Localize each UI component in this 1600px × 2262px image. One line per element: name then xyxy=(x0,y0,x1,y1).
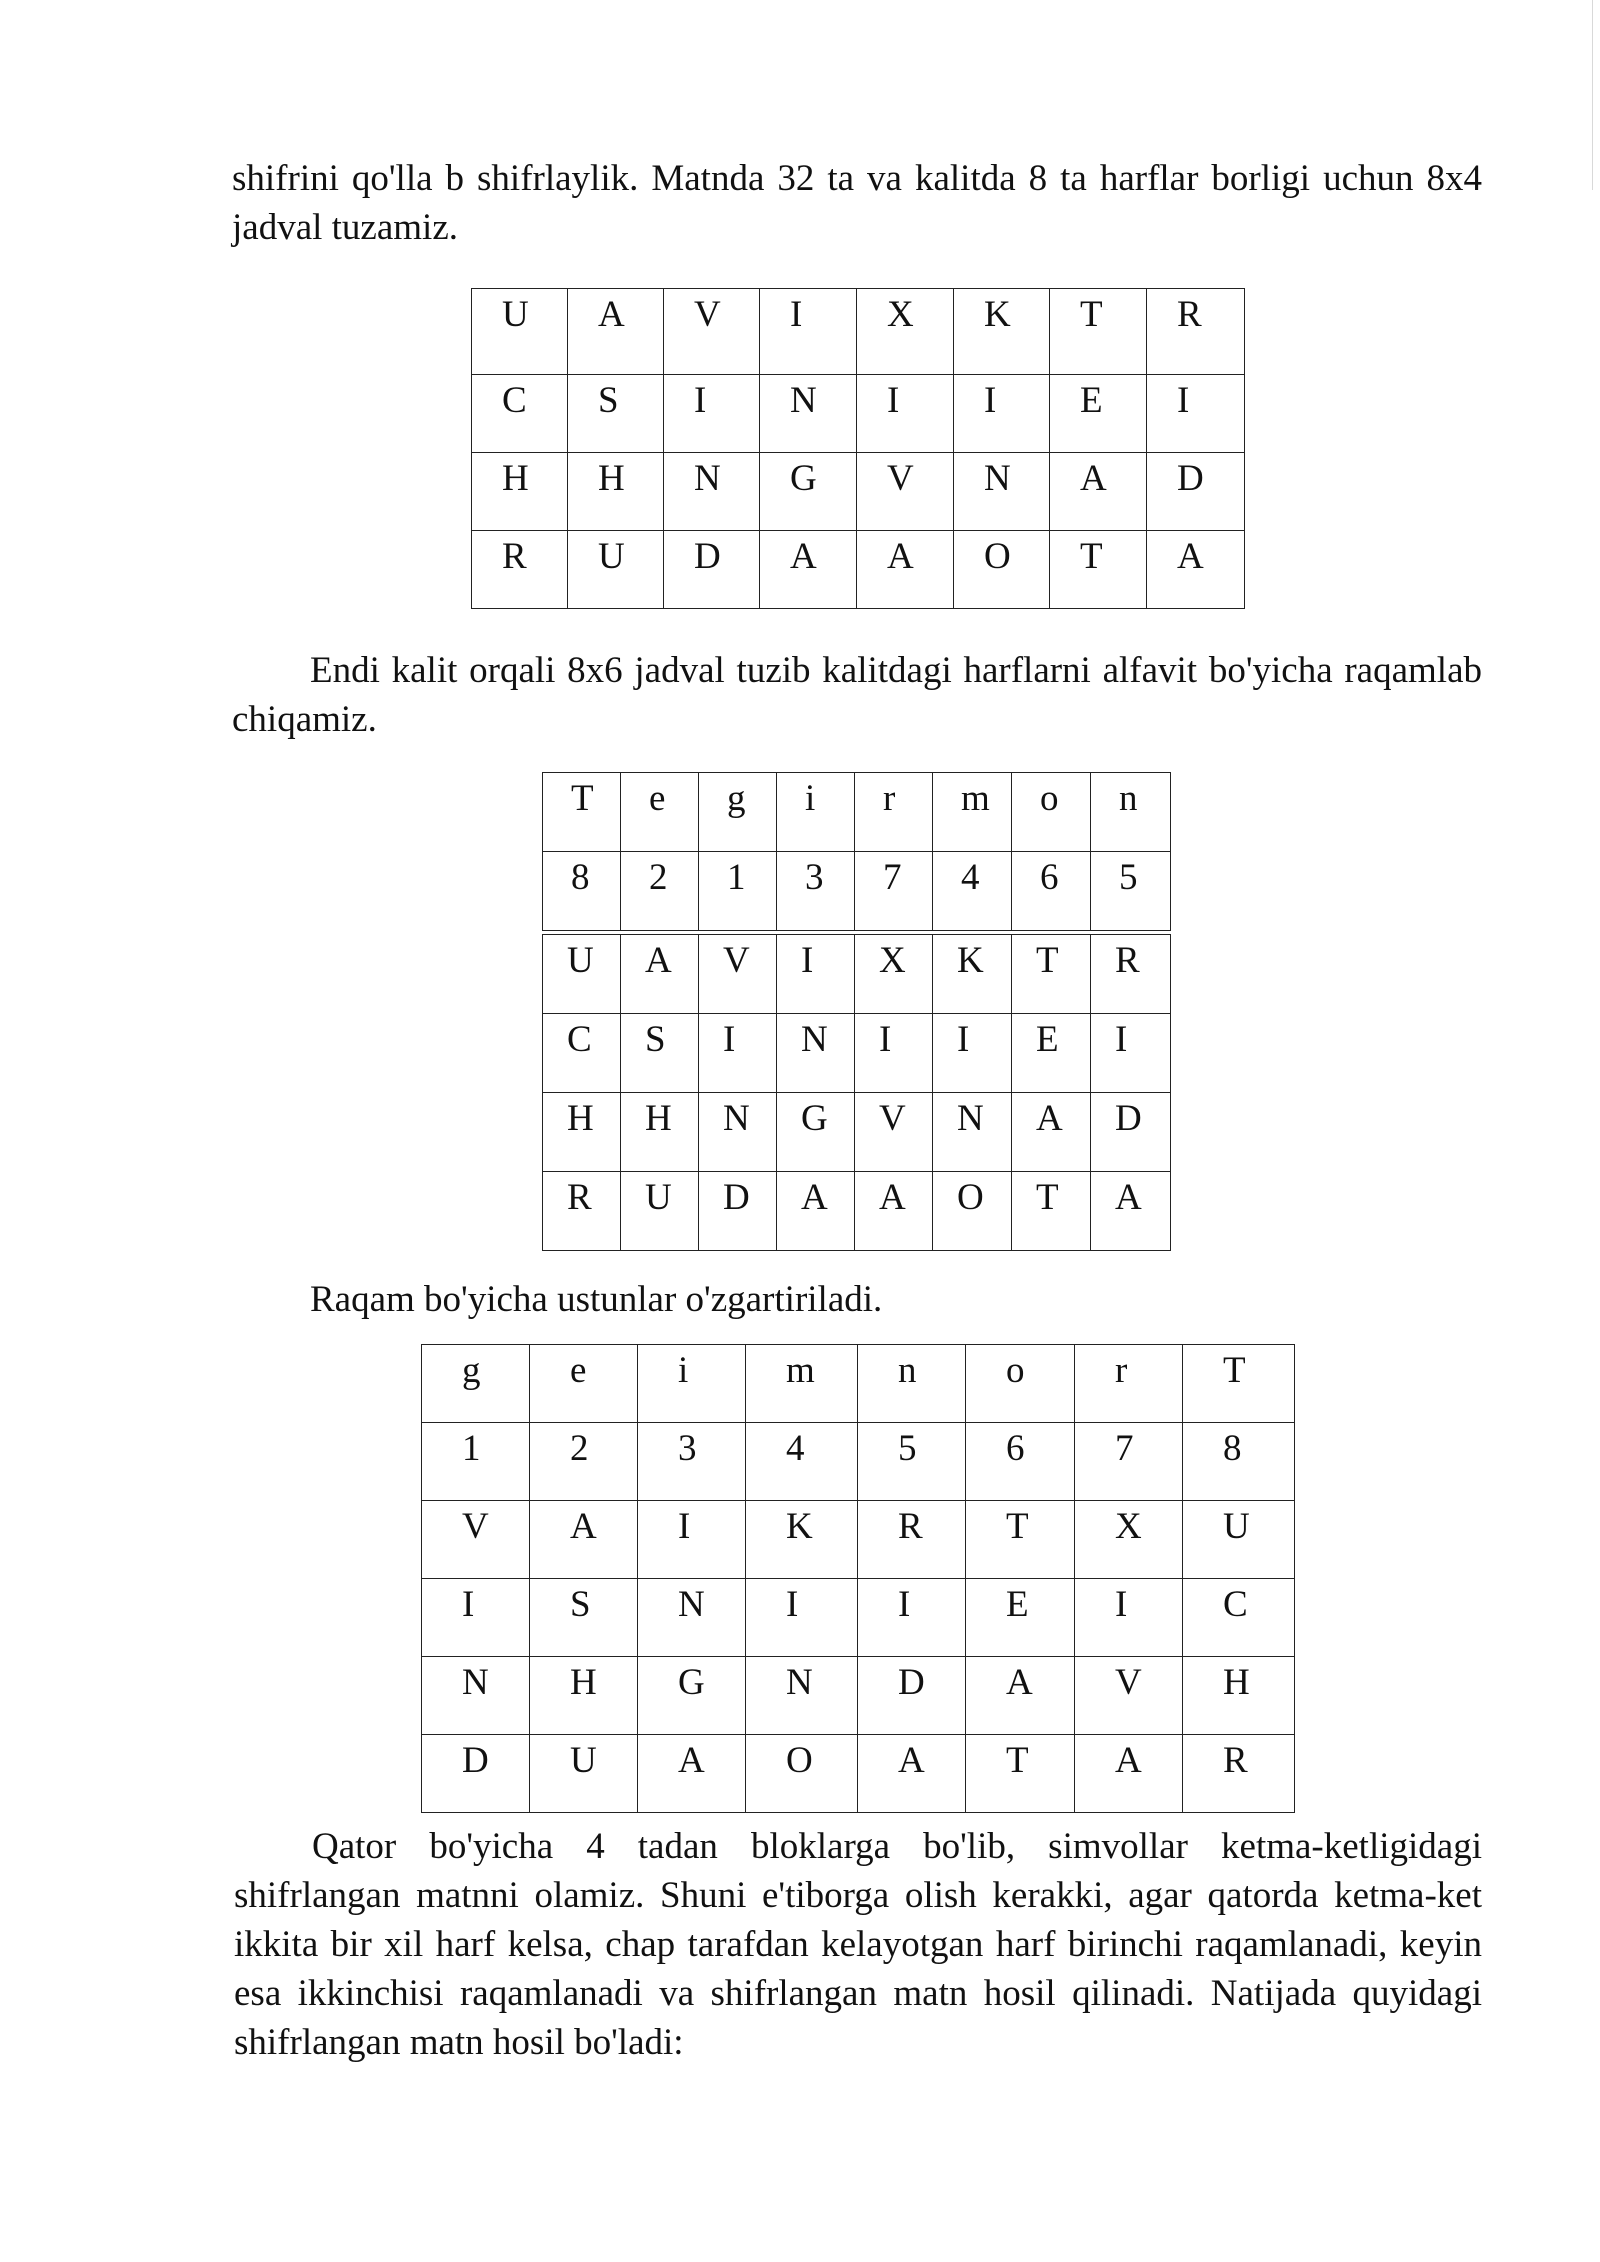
table-cell xyxy=(777,1014,855,1093)
table-cell xyxy=(664,289,760,375)
table-cell xyxy=(621,1014,699,1093)
table-cell xyxy=(966,1735,1075,1813)
cell-text: U xyxy=(645,1177,672,1218)
table-cell xyxy=(855,1172,933,1251)
paragraph-column-reorder: Raqam bo'yicha ustunlar o'zgartiriladi. xyxy=(310,1279,883,1320)
table-cell xyxy=(638,1657,746,1735)
cell-text: O xyxy=(786,1740,813,1781)
cell-text: X xyxy=(1115,1506,1142,1547)
cell-text: I xyxy=(898,1584,911,1625)
cell-text: N xyxy=(957,1098,984,1139)
table-cell xyxy=(1183,1423,1295,1501)
cell-text: A xyxy=(1115,1177,1142,1218)
table-cell xyxy=(1147,531,1245,609)
table-cell xyxy=(621,1172,699,1251)
table-row xyxy=(472,375,1245,453)
table-cell xyxy=(760,531,857,609)
cell-text: C xyxy=(1223,1584,1248,1625)
table-cell xyxy=(621,935,699,1014)
cell-text: 8 xyxy=(571,857,590,898)
cell-text: U xyxy=(567,940,594,981)
table-cell xyxy=(621,852,699,931)
cell-text: X xyxy=(879,940,906,981)
table-cell xyxy=(1091,935,1171,1014)
cell-text: 6 xyxy=(1006,1428,1025,1469)
table-plaintext-grid xyxy=(471,288,1245,609)
table-row xyxy=(472,289,1245,375)
table-cell xyxy=(1050,375,1147,453)
table-row xyxy=(472,531,1245,609)
table-cell xyxy=(699,1014,777,1093)
table-cell xyxy=(966,1501,1075,1579)
cell-text: n xyxy=(898,1350,917,1391)
cell-text: N xyxy=(462,1662,489,1703)
table-cell xyxy=(422,1579,530,1657)
table-cell xyxy=(1147,289,1245,375)
cell-text: U xyxy=(598,536,625,577)
cell-text: D xyxy=(898,1662,925,1703)
table-cell xyxy=(664,375,760,453)
table-cell xyxy=(746,1735,858,1813)
table-cell xyxy=(760,375,857,453)
cell-text: I xyxy=(1115,1019,1128,1060)
cell-text: n xyxy=(1119,778,1138,819)
cell-text: R xyxy=(502,536,527,577)
cell-text: g xyxy=(462,1350,481,1391)
cell-text: U xyxy=(1223,1506,1250,1547)
table-cell xyxy=(530,1501,638,1579)
cell-text: m xyxy=(961,778,990,819)
table-cell xyxy=(1012,1014,1091,1093)
table-cell xyxy=(858,1657,966,1735)
cell-text: E xyxy=(1006,1584,1029,1625)
cell-text: I xyxy=(462,1584,475,1625)
table-cell xyxy=(543,773,621,852)
cell-text: I xyxy=(790,294,803,335)
cell-text: A xyxy=(1006,1662,1033,1703)
table-cell xyxy=(1091,852,1171,931)
cell-text: T xyxy=(1006,1506,1029,1547)
table-cell xyxy=(568,453,664,531)
cell-text: i xyxy=(678,1350,689,1391)
table-cell xyxy=(966,1345,1075,1423)
cell-text: R xyxy=(898,1506,923,1547)
table-cell xyxy=(422,1657,530,1735)
cell-text: 7 xyxy=(883,857,902,898)
cell-text: I xyxy=(879,1019,892,1060)
table-row xyxy=(543,1014,1171,1093)
cell-text: I xyxy=(801,940,814,981)
table-cell xyxy=(1012,852,1091,931)
cell-text: T xyxy=(1036,1177,1059,1218)
table-cell xyxy=(746,1579,858,1657)
table-cell xyxy=(746,1345,858,1423)
table-cell xyxy=(933,1014,1012,1093)
cell-text: A xyxy=(1080,458,1107,499)
table-cell xyxy=(933,1093,1012,1172)
table-cell xyxy=(858,1735,966,1813)
cell-text: N xyxy=(801,1019,828,1060)
table-cell xyxy=(530,1345,638,1423)
table-cell xyxy=(1050,453,1147,531)
cell-text: N xyxy=(678,1584,705,1625)
table-cell xyxy=(638,1423,746,1501)
table-cell xyxy=(1183,1501,1295,1579)
table-cell xyxy=(855,852,933,931)
table-row xyxy=(422,1657,1295,1735)
table-cell xyxy=(1050,531,1147,609)
table-cell xyxy=(933,852,1012,931)
cell-text: O xyxy=(957,1177,984,1218)
cell-text: V xyxy=(879,1098,906,1139)
cell-text: R xyxy=(1223,1740,1248,1781)
table-cell xyxy=(1091,1093,1171,1172)
table-cell xyxy=(760,289,857,375)
table-cell xyxy=(638,1501,746,1579)
paragraph-block-encryption: Qator bo'yicha 4 tadan bloklarga bo'lib, simvollar ketma-ketligidagi shifrlangan matnni olamiz. Shuni e'tiborga olish kerakki, agar qatorda ketma-ket ikkita bir xil harf kelsa, chap tarafdan kelayotgan harf birinchi raqamlanadi, keyin esa ikkinchisi raqamlanadi va shifrlangan matn hosil qilinadi. Natijada quyidagi shifrlangan matn hosil bo'ladi: xyxy=(234,1826,1482,2063)
cell-text: D xyxy=(1115,1098,1142,1139)
table-cell xyxy=(1091,773,1171,852)
table-cell xyxy=(530,1579,638,1657)
cell-text: I xyxy=(786,1584,799,1625)
table-row xyxy=(543,1172,1171,1251)
table-cell xyxy=(1147,453,1245,531)
table-cell xyxy=(1183,1345,1295,1423)
table-reordered-columns xyxy=(421,1344,1295,1813)
cell-text: A xyxy=(598,294,625,335)
cell-text: A xyxy=(570,1506,597,1547)
table-cell xyxy=(857,531,954,609)
table-cell xyxy=(954,453,1050,531)
cell-text: 3 xyxy=(678,1428,697,1469)
table-cell xyxy=(543,1014,621,1093)
table-cell xyxy=(777,773,855,852)
cell-text: A xyxy=(887,536,914,577)
table-cell xyxy=(933,1172,1012,1251)
cell-text: 4 xyxy=(786,1428,805,1469)
table-cell xyxy=(638,1579,746,1657)
cell-text: V xyxy=(462,1506,489,1547)
table-cell xyxy=(472,453,568,531)
table-cell xyxy=(621,773,699,852)
cell-text: r xyxy=(1115,1350,1128,1391)
table-cell xyxy=(777,852,855,931)
cell-text: V xyxy=(723,940,750,981)
table-cell xyxy=(699,852,777,931)
cell-text: V xyxy=(1115,1662,1142,1703)
table-row xyxy=(422,1423,1295,1501)
table-cell xyxy=(543,852,621,931)
cell-text: D xyxy=(1177,458,1204,499)
cell-text: A xyxy=(678,1740,705,1781)
cell-text: 1 xyxy=(727,857,746,898)
table-cell xyxy=(664,453,760,531)
cell-text: r xyxy=(883,778,896,819)
cell-text: 7 xyxy=(1115,1428,1134,1469)
cell-text: H xyxy=(598,458,625,499)
table-cell xyxy=(1091,1172,1171,1251)
cell-text: R xyxy=(1115,940,1140,981)
table-cell xyxy=(1147,375,1245,453)
table-cell xyxy=(1075,1423,1183,1501)
cell-text: H xyxy=(645,1098,672,1139)
cell-text: A xyxy=(1036,1098,1063,1139)
cell-text: N xyxy=(694,458,721,499)
cell-text: A xyxy=(1177,536,1204,577)
cell-text: A xyxy=(645,940,672,981)
cell-text: E xyxy=(1036,1019,1059,1060)
table-cell xyxy=(858,1501,966,1579)
table-cell xyxy=(777,1093,855,1172)
table-cell xyxy=(568,289,664,375)
table-cell xyxy=(855,1093,933,1172)
cell-text: g xyxy=(727,778,746,819)
table-cell xyxy=(699,1093,777,1172)
table-cell xyxy=(855,935,933,1014)
cell-text: N xyxy=(723,1098,750,1139)
cell-text: T xyxy=(1006,1740,1029,1781)
cell-text: 2 xyxy=(649,857,668,898)
cell-text: E xyxy=(1080,380,1103,421)
table-cell xyxy=(966,1657,1075,1735)
table-cell xyxy=(954,375,1050,453)
table-cell xyxy=(699,773,777,852)
table-row xyxy=(543,773,1171,852)
table-cell xyxy=(954,531,1050,609)
cell-text: S xyxy=(598,380,619,421)
table-cell xyxy=(858,1345,966,1423)
cell-text: O xyxy=(984,536,1011,577)
table-cell xyxy=(1075,1657,1183,1735)
cell-text: T xyxy=(1223,1350,1246,1391)
table-cell xyxy=(664,531,760,609)
table-cell xyxy=(857,289,954,375)
cell-text: X xyxy=(887,294,914,335)
table-cell xyxy=(855,773,933,852)
table-cell xyxy=(543,935,621,1014)
cell-text: o xyxy=(1006,1350,1025,1391)
table-row xyxy=(472,453,1245,531)
cell-text: N xyxy=(786,1662,813,1703)
table-cell xyxy=(699,1172,777,1251)
page-edge-line xyxy=(1592,0,1593,190)
cell-text: I xyxy=(957,1019,970,1060)
table-cell xyxy=(760,453,857,531)
paragraph-key-numbering: Endi kalit orqali 8x6 jadval tuzib kalitdagi harflarni alfavit bo'yicha raqamlab chiqamiz. xyxy=(232,650,1482,740)
table-cell xyxy=(1075,1345,1183,1423)
cell-text: C xyxy=(567,1019,592,1060)
cell-text: A xyxy=(898,1740,925,1781)
table-cell xyxy=(1091,1014,1171,1093)
table-cell xyxy=(1012,1093,1091,1172)
table-cell xyxy=(1183,1657,1295,1735)
table-cell xyxy=(638,1735,746,1813)
cell-text: D xyxy=(694,536,721,577)
cell-text: G xyxy=(801,1098,828,1139)
cell-text: e xyxy=(570,1350,587,1391)
table-cell xyxy=(933,935,1012,1014)
cell-text: C xyxy=(502,380,527,421)
cell-text: U xyxy=(570,1740,597,1781)
cell-text: 5 xyxy=(898,1428,917,1469)
table-cell xyxy=(858,1579,966,1657)
cell-text: 8 xyxy=(1223,1428,1242,1469)
cell-text: V xyxy=(887,458,914,499)
table-cell xyxy=(422,1501,530,1579)
table-cell xyxy=(422,1423,530,1501)
cell-text: 2 xyxy=(570,1428,589,1469)
table-cell xyxy=(777,1172,855,1251)
cell-text: I xyxy=(887,380,900,421)
table-cell xyxy=(1183,1735,1295,1813)
table-cell xyxy=(857,375,954,453)
cell-text: 1 xyxy=(462,1428,481,1469)
cell-text: S xyxy=(645,1019,666,1060)
table-cell xyxy=(422,1735,530,1813)
cell-text: G xyxy=(790,458,817,499)
cell-text: I xyxy=(1177,380,1190,421)
table-cell xyxy=(1183,1579,1295,1657)
cell-text: N xyxy=(790,380,817,421)
cell-text: U xyxy=(502,294,529,335)
cell-text: 3 xyxy=(805,857,824,898)
table-cell xyxy=(746,1657,858,1735)
table-cell xyxy=(858,1423,966,1501)
cell-text: K xyxy=(984,294,1011,335)
cell-text: R xyxy=(567,1177,592,1218)
table-cell xyxy=(472,531,568,609)
cell-text: I xyxy=(694,380,707,421)
table-cell xyxy=(1075,1501,1183,1579)
cell-text: D xyxy=(462,1740,489,1781)
table-cell xyxy=(530,1735,638,1813)
table-cell xyxy=(966,1423,1075,1501)
cell-text: m xyxy=(786,1350,815,1391)
table-cell xyxy=(933,773,1012,852)
cell-text: I xyxy=(984,380,997,421)
cell-text: T xyxy=(1080,536,1103,577)
cell-text: i xyxy=(805,778,816,819)
table-key-header xyxy=(542,772,1171,931)
cell-text: R xyxy=(1177,294,1202,335)
table-cell xyxy=(1012,935,1091,1014)
cell-text: A xyxy=(879,1177,906,1218)
table-row xyxy=(543,935,1171,1014)
table-cell xyxy=(857,453,954,531)
table-cell xyxy=(954,289,1050,375)
table-cell xyxy=(568,531,664,609)
cell-text: T xyxy=(1036,940,1059,981)
table-cell xyxy=(472,289,568,375)
table-row xyxy=(422,1345,1295,1423)
cell-text: D xyxy=(723,1177,750,1218)
table-row xyxy=(422,1579,1295,1657)
table-cell xyxy=(568,375,664,453)
table-cell xyxy=(1075,1579,1183,1657)
table-key-text-rows xyxy=(542,934,1171,1251)
table-cell xyxy=(422,1345,530,1423)
paragraph-intro: shifrini qo'lla b shifrlaylik. Matnda 32 ta va kalitda 8 ta harflar borligi uchun 8x4 jadval tuzamiz. xyxy=(232,158,1482,248)
table-cell xyxy=(966,1579,1075,1657)
cell-text: T xyxy=(571,778,594,819)
cell-text: T xyxy=(1080,294,1103,335)
table-cell xyxy=(1012,1172,1091,1251)
table-cell xyxy=(543,1093,621,1172)
table-cell xyxy=(1050,289,1147,375)
cell-text: S xyxy=(570,1584,591,1625)
cell-text: I xyxy=(1115,1584,1128,1625)
cell-text: H xyxy=(570,1662,597,1703)
cell-text: H xyxy=(567,1098,594,1139)
cell-text: V xyxy=(694,294,721,335)
table-cell xyxy=(530,1657,638,1735)
table-row xyxy=(543,1093,1171,1172)
cell-text: 5 xyxy=(1119,857,1138,898)
table-cell xyxy=(699,935,777,1014)
table-row xyxy=(543,852,1171,931)
cell-text: N xyxy=(984,458,1011,499)
cell-text: H xyxy=(502,458,529,499)
table-cell xyxy=(746,1501,858,1579)
table-cell xyxy=(543,1172,621,1251)
cell-text: K xyxy=(786,1506,813,1547)
table-cell xyxy=(855,1014,933,1093)
table-row xyxy=(422,1735,1295,1813)
cell-text: 6 xyxy=(1040,857,1059,898)
table-cell xyxy=(1075,1735,1183,1813)
cell-text: A xyxy=(790,536,817,577)
cell-text: e xyxy=(649,778,666,819)
cell-text: G xyxy=(678,1662,705,1703)
table-row xyxy=(422,1501,1295,1579)
cell-text: A xyxy=(801,1177,828,1218)
table-cell xyxy=(1012,773,1091,852)
table-cell xyxy=(530,1423,638,1501)
cell-text: I xyxy=(678,1506,691,1547)
table-cell xyxy=(621,1093,699,1172)
cell-text: I xyxy=(723,1019,736,1060)
cell-text: o xyxy=(1040,778,1059,819)
cell-text: 4 xyxy=(961,857,980,898)
cell-text: H xyxy=(1223,1662,1250,1703)
table-cell xyxy=(777,935,855,1014)
cell-text: K xyxy=(957,940,984,981)
cell-text: A xyxy=(1115,1740,1142,1781)
table-cell xyxy=(638,1345,746,1423)
table-cell xyxy=(746,1423,858,1501)
table-cell xyxy=(472,375,568,453)
